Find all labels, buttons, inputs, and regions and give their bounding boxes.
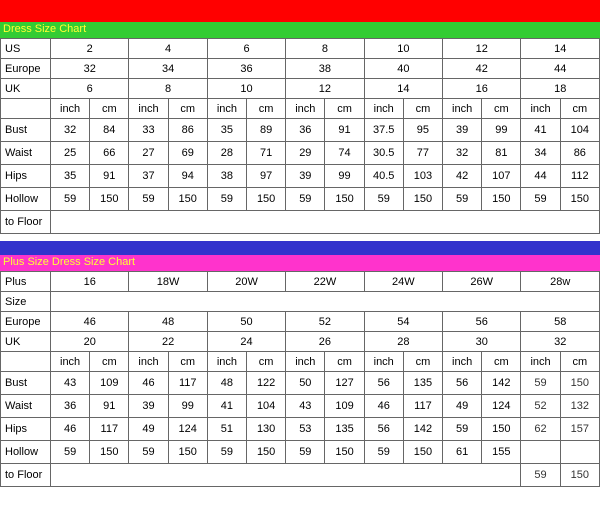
cell-eu2-6: 58: [521, 312, 600, 332]
unit-cell: inch: [364, 352, 403, 372]
bust-cell: 33: [129, 119, 168, 142]
unit-cell: cm: [247, 352, 286, 372]
unit-cell: cm: [90, 352, 129, 372]
unit-cell: cm: [90, 99, 129, 119]
table-row: [1, 79, 600, 99]
table-row: [1, 441, 600, 464]
unit-cell: cm: [247, 99, 286, 119]
unit-cell: cm: [168, 99, 207, 119]
hips-cell: 135: [325, 418, 364, 441]
row-label-bust-2: Bust: [1, 372, 51, 395]
waist-cell: 109: [325, 395, 364, 418]
table-row: [1, 142, 600, 165]
hollow-cell: 59: [364, 188, 403, 211]
hollow-cell: 61: [443, 441, 482, 464]
dress-size-chart-title: Dress Size Chart: [3, 23, 87, 35]
hips-cell: 124: [168, 418, 207, 441]
unit-cell: inch: [207, 352, 246, 372]
cell-uk-6: 18: [521, 79, 600, 99]
cell-uk2-4: 28: [364, 332, 442, 352]
cell-plus-2: 20W: [207, 272, 285, 292]
cell-plus-5: 26W: [443, 272, 521, 292]
waist-cell: 66: [90, 142, 129, 165]
empty-cell: [51, 292, 600, 312]
hollow-cell: 150: [403, 188, 442, 211]
row-label-units: [1, 99, 51, 119]
waist-cell: 71: [247, 142, 286, 165]
waist-cell: 43: [286, 395, 325, 418]
cell-eu-3: 38: [286, 59, 364, 79]
bust-cell: 56: [443, 372, 482, 395]
row-label-uk-2: UK: [1, 332, 51, 352]
bust-cell: 99: [482, 119, 521, 142]
unit-cell: inch: [207, 99, 246, 119]
unit-cell: inch: [443, 99, 482, 119]
bust-cell: 117: [168, 372, 207, 395]
hips-cell: 38: [207, 165, 246, 188]
row-label-hollow-2: Hollow: [1, 441, 51, 464]
unit-cell: cm: [560, 99, 599, 119]
hollow-cell: 150: [482, 188, 521, 211]
hips-cell: 107: [482, 165, 521, 188]
hips-cell: 56: [364, 418, 403, 441]
table-row: [1, 418, 600, 441]
hips-cell: 112: [560, 165, 599, 188]
unit-cell: inch: [521, 99, 560, 119]
cell-eu2-2: 50: [207, 312, 285, 332]
waist-cell: 36: [51, 395, 90, 418]
bust-cell: 84: [90, 119, 129, 142]
bust-cell: 46: [129, 372, 168, 395]
row-label-hollow-cont: to Floor: [1, 211, 51, 234]
table-row: [1, 188, 600, 211]
table-row: [1, 211, 600, 234]
waist-cell: 39: [129, 395, 168, 418]
waist-cell: 99: [168, 395, 207, 418]
hips-cell: 40.5: [364, 165, 403, 188]
unit-cell: inch: [286, 99, 325, 119]
hips-cell: 97: [247, 165, 286, 188]
waist-cell: 81: [482, 142, 521, 165]
row-label-us: US: [1, 39, 51, 59]
hollow-cell: 150: [560, 188, 599, 211]
cell-eu-2: 36: [207, 59, 285, 79]
hips-cell: 142: [403, 418, 442, 441]
hollow-cell: 150: [168, 441, 207, 464]
plus-size-chart-header-band: [0, 255, 600, 271]
empty-cell: [560, 441, 599, 464]
dress-size-chart-table: [0, 38, 600, 234]
cell-eu2-1: 48: [129, 312, 207, 332]
plus-size-dress-size-chart-title: Plus Size Dress Size Chart: [3, 256, 136, 268]
cell-us-4: 10: [364, 39, 442, 59]
hollow-cell: 155: [482, 441, 521, 464]
hollow-cell: 59: [286, 188, 325, 211]
unit-cell: inch: [521, 352, 560, 372]
hips-cell: 150: [482, 418, 521, 441]
hollow-cell: 59: [521, 188, 560, 211]
hollow-cell: 150: [247, 188, 286, 211]
hollow-cell: 150: [560, 464, 599, 487]
bust-cell: 41: [521, 119, 560, 142]
hollow-cell: 150: [90, 188, 129, 211]
bust-cell: 109: [90, 372, 129, 395]
unit-cell: inch: [364, 99, 403, 119]
waist-cell: 104: [247, 395, 286, 418]
cell-uk2-6: 32: [521, 332, 600, 352]
row-label-plus: Plus: [1, 272, 51, 292]
bust-cell: 37.5: [364, 119, 403, 142]
waist-cell: 69: [168, 142, 207, 165]
unit-cell: cm: [482, 352, 521, 372]
cell-uk2-1: 22: [129, 332, 207, 352]
row-label-hollow-2-cont: to Floor: [1, 464, 51, 487]
cell-plus-0: 16: [51, 272, 129, 292]
hips-cell: 35: [51, 165, 90, 188]
hips-cell: 94: [168, 165, 207, 188]
waist-cell: 52: [521, 395, 560, 418]
hips-cell: 117: [90, 418, 129, 441]
bust-cell: 150: [560, 372, 599, 395]
cell-uk-2: 10: [207, 79, 285, 99]
bust-cell: 95: [403, 119, 442, 142]
hips-cell: 44: [521, 165, 560, 188]
cell-uk2-3: 26: [286, 332, 364, 352]
hips-cell: 130: [247, 418, 286, 441]
waist-cell: 46: [364, 395, 403, 418]
cell-eu-5: 42: [443, 59, 521, 79]
waist-cell: 74: [325, 142, 364, 165]
waist-cell: 25: [51, 142, 90, 165]
row-label-hips-2: Hips: [1, 418, 51, 441]
hollow-cell: 59: [207, 441, 246, 464]
table-row: [1, 165, 600, 188]
waist-cell: 117: [403, 395, 442, 418]
dress-size-chart-header-band: [0, 22, 600, 38]
empty-cell: [51, 211, 600, 234]
hollow-cell: 59: [521, 464, 560, 487]
hips-cell: 39: [286, 165, 325, 188]
cell-us-1: 4: [129, 39, 207, 59]
cell-plus-6: 28w: [521, 272, 600, 292]
cell-uk-5: 16: [443, 79, 521, 99]
row-label-bust: Bust: [1, 119, 51, 142]
hips-cell: 53: [286, 418, 325, 441]
table-row: [1, 272, 600, 292]
cell-eu2-4: 54: [364, 312, 442, 332]
bust-cell: 122: [247, 372, 286, 395]
bust-cell: 142: [482, 372, 521, 395]
row-label-europe-2: Europe: [1, 312, 51, 332]
table-row: [1, 292, 600, 312]
waist-cell: 49: [443, 395, 482, 418]
waist-cell: 34: [521, 142, 560, 165]
bust-cell: 86: [168, 119, 207, 142]
hips-cell: 42: [443, 165, 482, 188]
bust-cell: 127: [325, 372, 364, 395]
waist-cell: 41: [207, 395, 246, 418]
unit-cell: inch: [51, 352, 90, 372]
table-row: [1, 352, 600, 372]
table-row: [1, 312, 600, 332]
hollow-cell: 150: [247, 441, 286, 464]
cell-eu-0: 32: [51, 59, 129, 79]
table-row: [1, 119, 600, 142]
row-label-uk: UK: [1, 79, 51, 99]
cell-uk-0: 6: [51, 79, 129, 99]
bust-cell: 56: [364, 372, 403, 395]
cell-uk2-5: 30: [443, 332, 521, 352]
cell-eu2-3: 52: [286, 312, 364, 332]
empty-cell: [521, 441, 560, 464]
cell-plus-4: 24W: [364, 272, 442, 292]
waist-cell: 132: [560, 395, 599, 418]
hips-cell: 103: [403, 165, 442, 188]
row-label-europe: Europe: [1, 59, 51, 79]
row-label-plus-cont: Size: [1, 292, 51, 312]
unit-cell: cm: [325, 352, 364, 372]
hips-cell: 49: [129, 418, 168, 441]
waist-cell: 91: [90, 395, 129, 418]
row-label-units-2: [1, 352, 51, 372]
hips-cell: 46: [51, 418, 90, 441]
cell-us-3: 8: [286, 39, 364, 59]
table-row: [1, 99, 600, 119]
hollow-cell: 150: [403, 441, 442, 464]
unit-cell: inch: [286, 352, 325, 372]
row-label-hips: Hips: [1, 165, 51, 188]
hips-cell: 62: [521, 418, 560, 441]
cell-eu-1: 34: [129, 59, 207, 79]
section-spacer: [0, 234, 600, 241]
cell-uk-3: 12: [286, 79, 364, 99]
cell-plus-3: 22W: [286, 272, 364, 292]
cell-eu-4: 40: [364, 59, 442, 79]
bust-cell: 32: [51, 119, 90, 142]
hollow-cell: 150: [325, 441, 364, 464]
cell-uk2-0: 20: [51, 332, 129, 352]
bust-cell: 135: [403, 372, 442, 395]
bust-cell: 35: [207, 119, 246, 142]
cell-us-2: 6: [207, 39, 285, 59]
cell-eu2-5: 56: [443, 312, 521, 332]
hollow-cell: 59: [443, 188, 482, 211]
row-label-hollow: Hollow: [1, 188, 51, 211]
unit-cell: cm: [168, 352, 207, 372]
cell-us-5: 12: [443, 39, 521, 59]
hollow-cell: 59: [51, 188, 90, 211]
cell-uk2-2: 24: [207, 332, 285, 352]
cell-eu2-0: 46: [51, 312, 129, 332]
empty-cell: [51, 464, 521, 487]
unit-cell: cm: [325, 99, 364, 119]
cell-us-0: 2: [51, 39, 129, 59]
unit-cell: inch: [129, 352, 168, 372]
hollow-cell: 150: [325, 188, 364, 211]
cell-plus-1: 18W: [129, 272, 207, 292]
waist-cell: 32: [443, 142, 482, 165]
waist-cell: 30.5: [364, 142, 403, 165]
row-label-waist-2: Waist: [1, 395, 51, 418]
hollow-cell: 59: [51, 441, 90, 464]
table-row: [1, 332, 600, 352]
hips-cell: 157: [560, 418, 599, 441]
bust-cell: 39: [443, 119, 482, 142]
table-row: [1, 59, 600, 79]
waist-cell: 77: [403, 142, 442, 165]
cell-uk-4: 14: [364, 79, 442, 99]
waist-cell: 86: [560, 142, 599, 165]
unit-cell: cm: [403, 99, 442, 119]
table-row: [1, 39, 600, 59]
unit-cell: cm: [403, 352, 442, 372]
blue-divider-band: [0, 241, 600, 255]
hips-cell: 99: [325, 165, 364, 188]
table-row: [1, 395, 600, 418]
waist-cell: 124: [482, 395, 521, 418]
hips-cell: 91: [90, 165, 129, 188]
bust-cell: 43: [51, 372, 90, 395]
row-label-waist: Waist: [1, 142, 51, 165]
bust-cell: 104: [560, 119, 599, 142]
hollow-cell: 59: [364, 441, 403, 464]
bust-cell: 59: [521, 372, 560, 395]
unit-cell: cm: [482, 99, 521, 119]
hips-cell: 37: [129, 165, 168, 188]
hollow-cell: 150: [90, 441, 129, 464]
cell-us-6: 14: [521, 39, 600, 59]
bust-cell: 89: [247, 119, 286, 142]
unit-cell: cm: [560, 352, 599, 372]
cell-uk-1: 8: [129, 79, 207, 99]
table-row: [1, 464, 600, 487]
waist-cell: 27: [129, 142, 168, 165]
hollow-cell: 150: [168, 188, 207, 211]
waist-cell: 28: [207, 142, 246, 165]
bust-cell: 91: [325, 119, 364, 142]
plus-size-chart-table: [0, 271, 600, 487]
unit-cell: inch: [51, 99, 90, 119]
hollow-cell: 59: [129, 441, 168, 464]
cell-eu-6: 44: [521, 59, 600, 79]
hips-cell: 59: [443, 418, 482, 441]
waist-cell: 29: [286, 142, 325, 165]
top-red-band: [0, 0, 600, 22]
unit-cell: inch: [443, 352, 482, 372]
hips-cell: 51: [207, 418, 246, 441]
bust-cell: 36: [286, 119, 325, 142]
table-row: [1, 372, 600, 395]
bust-cell: 50: [286, 372, 325, 395]
hollow-cell: 59: [286, 441, 325, 464]
hollow-cell: 59: [207, 188, 246, 211]
bust-cell: 48: [207, 372, 246, 395]
hollow-cell: 59: [129, 188, 168, 211]
unit-cell: inch: [129, 99, 168, 119]
